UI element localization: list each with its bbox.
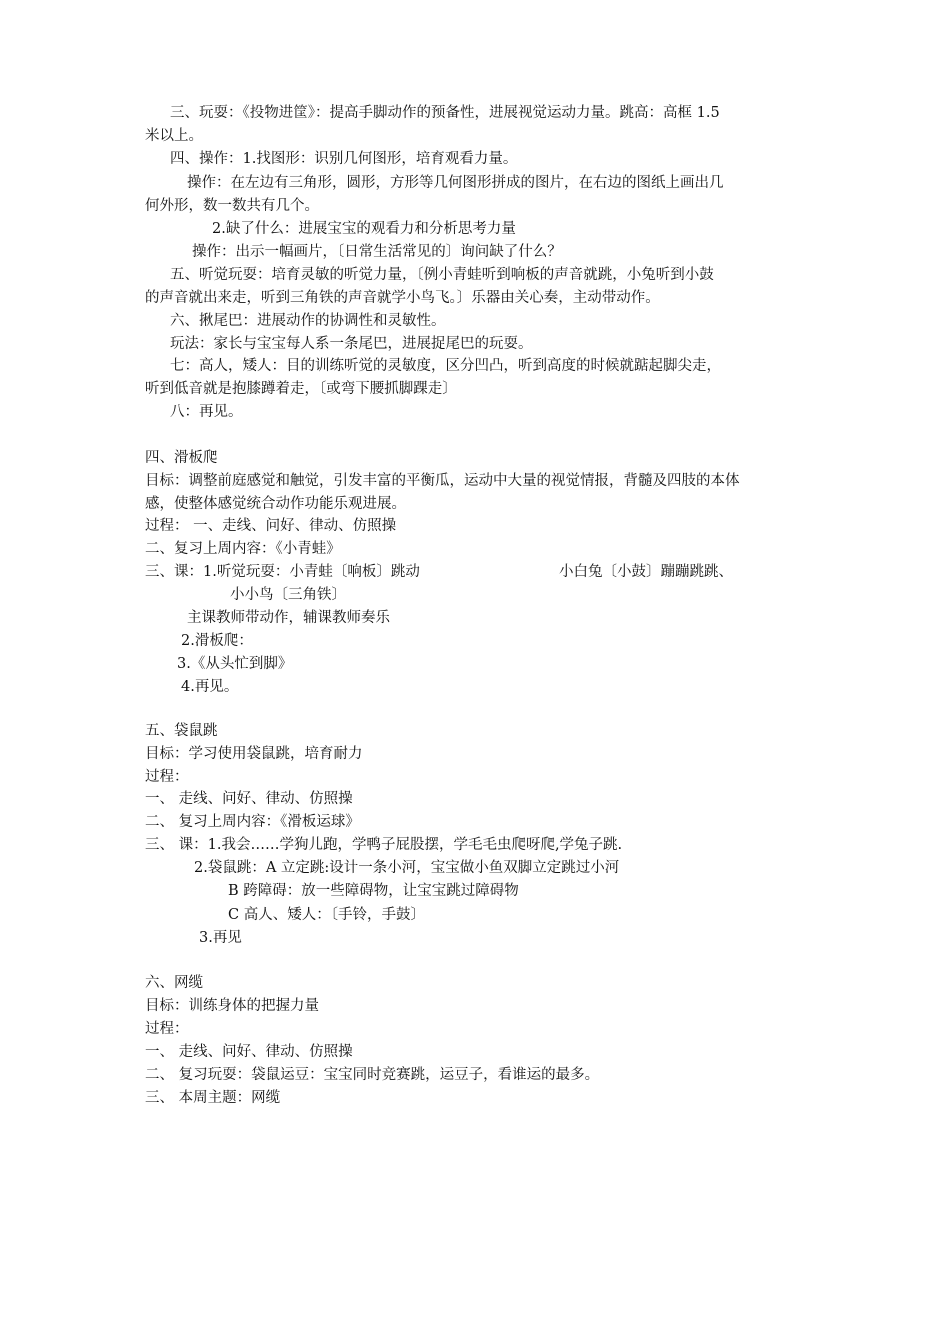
section4-goal-line1: 目标：调整前庭感觉和触觉，引发丰富的平衡瓜，运动中大量的视觉情报，背髓及四肢的本体	[145, 473, 740, 489]
item8: 八：再见。	[170, 404, 243, 420]
section4-step2: 2.滑板爬：	[181, 633, 253, 649]
item5-line2: 的声音就出来走，听到三角铁的声音就学小鸟飞。〕乐器由关心奏，主动带动作。	[145, 290, 660, 306]
section4-step3: 3.《从头忙到脚》	[177, 656, 293, 672]
section5-step3-2: 2.袋鼠跳：A 立定跳:设计一条小河，宝宝做小鱼双脚立定跳过小河	[194, 860, 620, 876]
operation2: 操作：出示一幅画片，〔日常生活常见的〕询问缺了什么？	[192, 244, 562, 260]
section5-process: 过程：	[145, 769, 189, 785]
item7-line2: 听到低音就是抱膝蹲着走，〔或弯下腰抓脚踝走〕	[145, 381, 457, 397]
section4-review: 二、复习上周内容：《小青蛙》	[145, 541, 341, 557]
section6-step1: 一、 走线、问好、律动、仿照操	[145, 1044, 353, 1060]
section5-step3: 三、 课：1.我会……学狗儿跑，学鸭子屁股摆，学毛毛虫爬呀爬,学兔子跳.	[145, 837, 623, 853]
operation1-line2: 何外形，数一数共有几个。	[145, 198, 319, 214]
item5-line1: 五、听觉玩耍：培育灵敏的听觉力量，〔例小青蛙听到响板的声音就跳，小兔听到小鼓	[170, 267, 714, 283]
section5-goal: 目标：学习使用袋鼠跳，培育耐力	[145, 746, 363, 762]
section6-step2: 二、 复习玩耍：袋鼠运豆：宝宝同时竞赛跳，运豆子，看谁运的最多。	[145, 1067, 600, 1083]
item3-line2: 米以上。	[145, 128, 203, 144]
section6-title: 六、网缆	[145, 975, 203, 991]
section4-teacher: 主课教师带动作，辅课教师奏乐	[187, 610, 390, 626]
section5-step2: 二、 复习上周内容：《滑板运球》	[145, 814, 360, 830]
item4-sub2: 2.缺了什么：进展宝宝的观看力和分析思考力量	[212, 221, 516, 237]
section5-step3-c: C 高人、矮人：〔手铃，手鼓〕	[228, 907, 425, 923]
section4-lesson: 三、课：1.听觉玩耍：小青蛙〔响板〕跳动	[145, 564, 420, 580]
play-rules: 玩法：家长与宝宝每人系一条尾巴，进展捉尾巴的玩耍。	[170, 336, 533, 352]
section4-lesson-bird: 小小鸟〔三角铁〕	[230, 587, 346, 603]
item4-heading: 四、操作：1.找图形：识别几何图形，培育观看力量。	[170, 151, 518, 167]
section6-goal: 目标：训练身体的把握力量	[145, 998, 319, 1014]
operation1-line1: 操作：在左边有三角形，圆形，方形等几何图形拼成的图片，在右边的图纸上画出几	[187, 175, 724, 191]
section5-step1: 一、 走线、问好、律动、仿照操	[145, 791, 353, 807]
item3-line1: 三、玩耍：《投物进筐》：提高手脚动作的预备性，进展视觉运动力量。跳高：高框 1.5	[170, 105, 720, 121]
section4-goal-line2: 感，使整体感觉统合动作功能乐观进展。	[145, 496, 406, 512]
section5-step3-b: B 跨障碍：放一些障碍物，让宝宝跳过障碍物	[228, 883, 519, 899]
section4-process: 过程： 一、走线、问好、律动、仿照操	[145, 518, 397, 534]
item6: 六、揪尾巴：进展动作的协调性和灵敏性。	[170, 313, 446, 329]
section6-step3: 三、 本周主题：网缆	[145, 1090, 281, 1106]
section5-title: 五、袋鼠跳	[145, 723, 218, 739]
section5-step3-3: 3.再见	[199, 930, 242, 946]
section4-step4: 4.再见。	[181, 679, 239, 695]
section4-title: 四、滑板爬	[145, 450, 218, 466]
section4-lesson-right: 小白兔〔小鼓〕蹦蹦跳跳、	[559, 564, 733, 580]
section6-process: 过程：	[145, 1021, 189, 1037]
item7-line1: 七：高人，矮人：目的训练听觉的灵敏度，区分凹凸，听到高度的时候就踮起脚尖走，	[170, 358, 721, 374]
